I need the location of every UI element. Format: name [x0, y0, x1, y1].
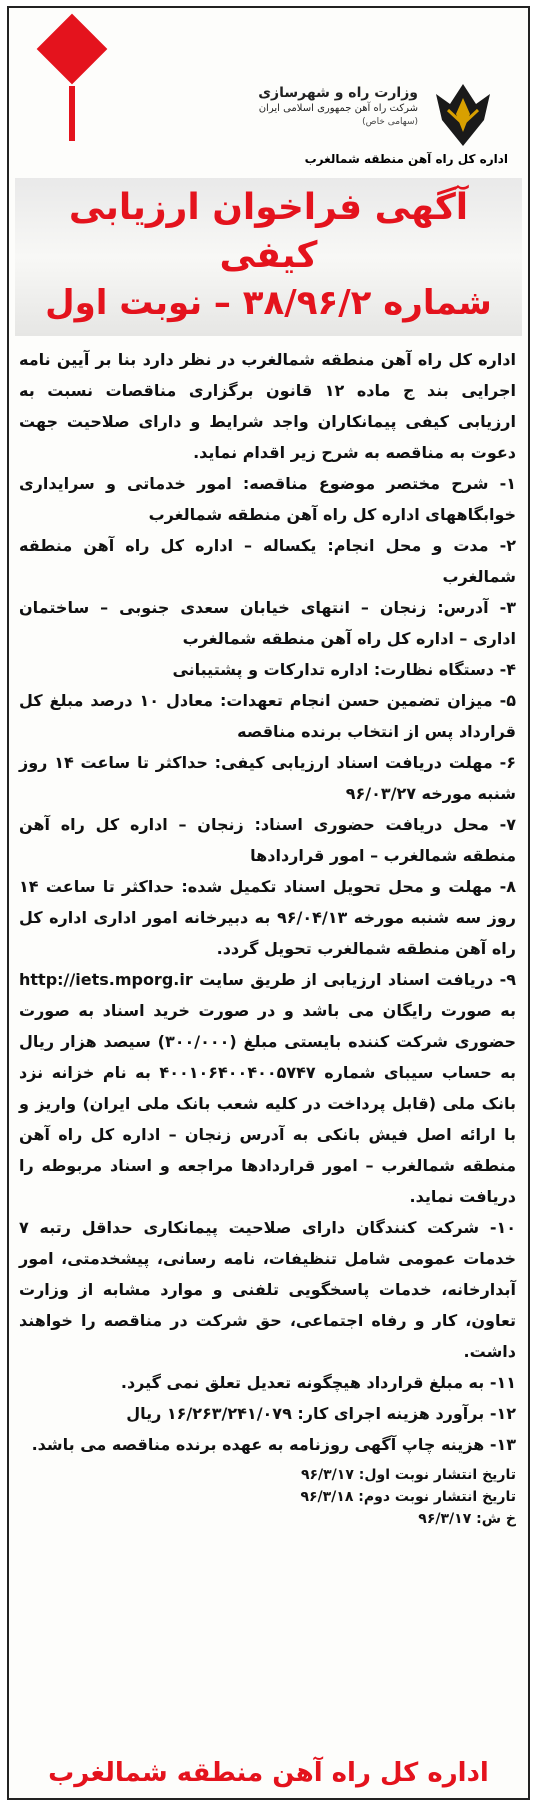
footer-office-name: اداره کل راه آهن منطقه شمالغرب [48, 1758, 489, 1788]
item-13: ۱۳- هزینه چاپ آگهی روزنامه به عهده برنده مناقصه می باشد. [31, 1435, 516, 1454]
item-2: ۲- مدت و محل انجام: یکساله – اداره کل راه آهن منطقه شمالغرب [19, 536, 516, 586]
company-type: (سهامی خاص) [362, 117, 418, 127]
second-publication-date: تاریخ انتشار نوبت دوم: ۹۶/۳/۱۸ [300, 1489, 516, 1505]
company-name: شرکت راه آهن جمهوری اسلامی ایران [258, 103, 418, 114]
ministry-logo-block [218, 80, 508, 166]
item-3: ۳- آدرس: زنجان – انتهای خیابان سعدی جنوبی – ساختمان اداری – اداره کل راه آهن منطقه شمالغرب [19, 598, 516, 648]
notice-number: شماره ۳۸/۹۶/۲ – نوبت اول [45, 283, 492, 323]
ministry-name: وزارت راه و شهرسازی [258, 85, 418, 101]
office-name: اداره کل راه آهن منطقه شمالغرب [304, 152, 508, 166]
notice-code: خ ش: ۹۶/۳/۱۷ [418, 1511, 516, 1527]
item-6: ۶- مهلت دریافت اسناد ارزیابی کیفی: حداکثر تا ساعت ۱۴ روز شنبه مورخه ۹۶/۰۳/۲۷ [19, 753, 516, 803]
tender-notice [7, 6, 530, 1800]
first-publication-date: تاریخ انتشار نوبت اول: ۹۶/۳/۱۷ [300, 1467, 516, 1483]
ministry-text [228, 84, 418, 128]
intro-paragraph: اداره کل راه آهن منطقه شمالغرب در نظر دارد بنا بر آیین نامه اجرایی بند ج ماده ۱۲ قانون برگزاری مناقصات نسبت به ارزیابی کیفی پیمانکاران واجد شرایط و دارای صلاحیت جهت دعوت به مناقصه به شرح زیر اقدام نماید. [19, 350, 517, 462]
notice-header [9, 8, 528, 178]
item-4: ۴- دستگاه نظارت: اداره تدارکات و پشتیبانی [172, 660, 516, 679]
item-10: ۱۰- شرکت کنندگان دارای صلاحیت پیمانکاری حداقل رتبه ۷ خدمات عمومی شامل تنظیفات، نامه رسانی، پیشخدمتی، امور آبدارخانه، خدمات پاسخگویی تلفنی و موارد مشابه از وزارت تعاون، کار و رفاه اجتماعی، حق شرکت در مناقصه را خواهند داشت. [19, 1218, 516, 1361]
item-1: ۱- شرح مختصر موضوع مناقصه: امور خدماتی و سرایداری خوابگاههای اداره کل راه آهن منطقه شمالغرب [19, 474, 516, 524]
notice-title: آگهی فراخوان ارزیابی کیفی [68, 187, 469, 276]
red-diamond-stem [69, 86, 75, 141]
item-7: ۷- محل دریافت حضوری اسناد: زنجان – اداره کل راه آهن منطقه شمالغرب – امور قراردادها [19, 815, 516, 865]
red-diamond-logo [37, 14, 108, 85]
notice-body [9, 336, 528, 1460]
publication-dates [9, 1460, 528, 1530]
item-5: ۵- میزان تضمین حسن انجام تعهدات: معادل ۱۰ درصد مبلغ کل قرارداد پس از انتخاب برنده مناقصه [19, 691, 516, 741]
title-banner [15, 178, 522, 336]
item-12: ۱۲- برآورد هزینه اجرای کار: ۱۶/۲۶۳/۲۴۱/۰۷۹ ریال [126, 1404, 516, 1423]
item-9: ۹- دریافت اسناد ارزیابی از طریق سایت http://iets.mporg.ir به صورت رایگان می باشد و در صورت خرید اسناد به صورت حضوری شرکت کننده بایستی مبلغ (۳۰۰/۰۰۰) سیصد هزار ریال به حساب سیبای شماره ۴۰۰۱۰۶۴۰۰۴۰۰۵۷۴۷ به نام خزانه نزد بانک ملی (قابل پرداخت در کلیه شعب بانک ملی ایران) واریز و با ارائه اصل فیش بانکی به آدرس زنجان – اداره کل راه آهن منطقه شمالغرب – امور قراردادها مراجعه و اسناد مربوطه را دریافت نماید. [19, 970, 516, 1206]
item-11: ۱۱- به مبلغ قرارداد هیچگونه تعدیل تعلق نمی گیرد. [120, 1373, 516, 1392]
item-8: ۸- مهلت و محل تحویل اسناد تکمیل شده: حداکثر تا ساعت ۱۴ روز سه شنبه مورخه ۹۶/۰۴/۱۳ به دبیرخانه امور اداری اداره کل راه آهن منطقه شمالغرب تحویل گردد. [19, 877, 517, 958]
railway-emblem-icon [428, 80, 498, 150]
